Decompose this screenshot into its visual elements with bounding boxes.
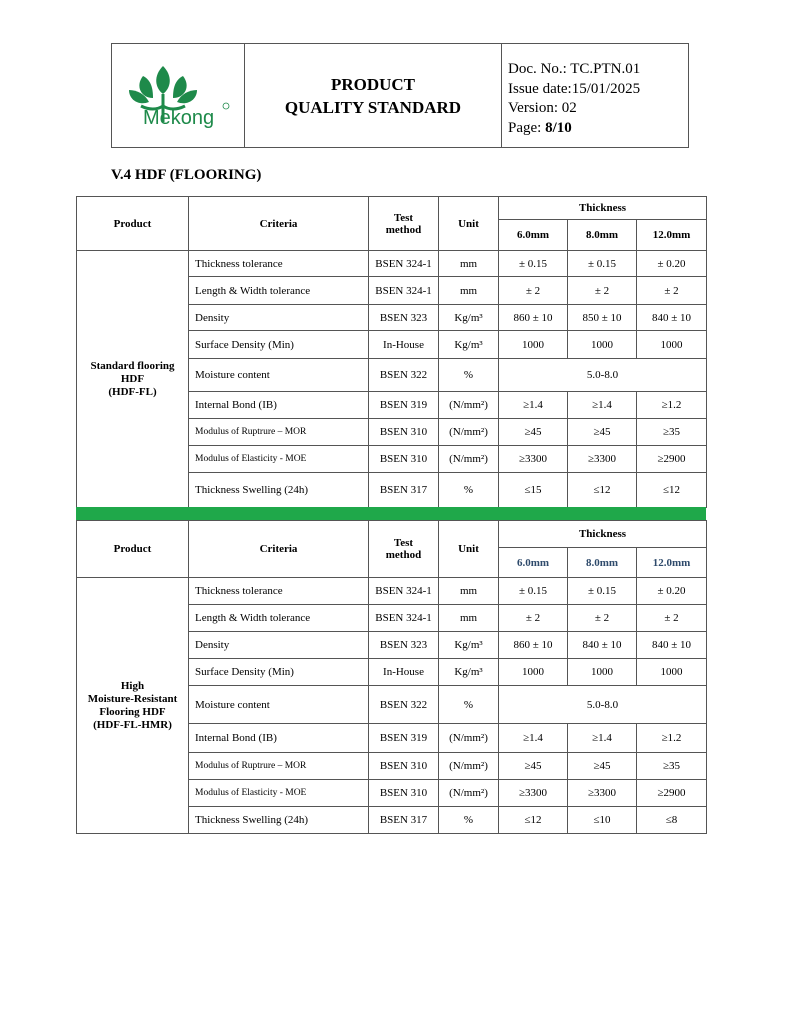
header-thickness-8mm: 8.0mm — [568, 220, 637, 251]
value-cell-12mm: 1000 — [637, 659, 707, 686]
criteria-cell: Thickness Swelling (24h) — [189, 473, 369, 508]
test-method-cell: BSEN 324-1 — [369, 277, 439, 305]
value-cell-12mm: 840 ± 10 — [637, 305, 707, 331]
value-cell-12mm: ± 2 — [637, 277, 707, 305]
value-cell-8mm: 1000 — [568, 331, 637, 359]
table-body-2 — [77, 578, 707, 834]
value-cell-12mm: ≥2900 — [637, 780, 707, 807]
spec-table-hmr — [76, 520, 707, 834]
value-cell-12mm: 840 ± 10 — [637, 632, 707, 659]
header-thickness-12mm: 12.0mm — [637, 548, 707, 578]
test-method-cell: BSEN 319 — [369, 724, 439, 753]
value-cell-8mm: ≥45 — [568, 419, 637, 446]
value-cell-12mm: ≥1.2 — [637, 724, 707, 753]
test-method-cell: BSEN 310 — [369, 780, 439, 807]
logo-cell — [112, 44, 245, 147]
value-cell-8mm: ≤12 — [568, 473, 637, 508]
unit-cell: mm — [439, 277, 499, 305]
value-cell-6mm: ≥3300 — [499, 446, 568, 473]
unit-cell: Kg/m³ — [439, 305, 499, 331]
product-name-line: Moisture-Resistant — [87, 692, 178, 705]
table-body-1 — [77, 251, 707, 508]
mekong-logo — [123, 62, 233, 130]
value-cell-8mm: ± 0.15 — [568, 251, 637, 277]
header-product: Product — [77, 521, 189, 578]
value-cell-12mm: ≥35 — [637, 753, 707, 780]
value-cell-8mm: 850 ± 10 — [568, 305, 637, 331]
criteria-cell: Internal Bond (IB) — [189, 392, 369, 419]
criteria-cell: Moisture content — [189, 359, 369, 392]
criteria-cell: Length & Width tolerance — [189, 277, 369, 305]
unit-cell: (N/mm²) — [439, 392, 499, 419]
header-test-method: Test method — [369, 521, 439, 578]
unit-cell: (N/mm²) — [439, 724, 499, 753]
page-number: Page: 8/10 — [508, 119, 572, 136]
value-cell-12mm: ≥2900 — [637, 446, 707, 473]
product-name-line: (HDF-FL) — [108, 385, 157, 398]
value-cell-12mm: ≥35 — [637, 419, 707, 446]
criteria-cell: Modulus of Elasticity - MOE — [189, 780, 369, 807]
unit-cell: Kg/m³ — [439, 331, 499, 359]
test-method-cell: In-House — [369, 659, 439, 686]
value-cell-8mm: ≤10 — [568, 807, 637, 834]
criteria-cell: Internal Bond (IB) — [189, 724, 369, 753]
logo-text: Mekong — [143, 106, 215, 129]
title-line-1: PRODUCT — [330, 74, 416, 94]
value-cell-12mm: ± 0.20 — [637, 578, 707, 605]
product-name — [77, 251, 189, 508]
value-cell-6mm: ≥45 — [499, 419, 568, 446]
value-cell-8mm: ≥3300 — [568, 446, 637, 473]
value-cell-6mm: ≥3300 — [499, 780, 568, 807]
criteria-cell: Modulus of Ruptrure – MOR — [189, 753, 369, 780]
table-row — [77, 251, 707, 277]
doc-info-cell — [502, 44, 688, 147]
test-method-cell: BSEN 324-1 — [369, 605, 439, 632]
value-cell-6mm: ≤15 — [499, 473, 568, 508]
test-method-cell: BSEN 317 — [369, 807, 439, 834]
test-method-cell: BSEN 310 — [369, 753, 439, 780]
product-name-line: Standard flooring — [90, 359, 175, 372]
unit-cell: % — [439, 686, 499, 724]
value-cell-6mm: ± 0.15 — [499, 251, 568, 277]
unit-cell: mm — [439, 605, 499, 632]
value-cell-6mm: ± 2 — [499, 605, 568, 632]
header-thickness-12mm: 12.0mm — [637, 220, 707, 251]
unit-cell: Kg/m³ — [439, 632, 499, 659]
header-thickness-6mm: 6.0mm — [499, 220, 568, 251]
unit-cell: % — [439, 473, 499, 508]
test-method-cell: In-House — [369, 331, 439, 359]
header-thickness: Thickness — [499, 521, 707, 548]
value-cell-6mm: ± 0.15 — [499, 578, 568, 605]
value-cell-6mm: ± 2 — [499, 277, 568, 305]
value-cell-6mm: ≥1.4 — [499, 392, 568, 419]
test-method-cell: BSEN 324-1 — [369, 578, 439, 605]
doc-number: Doc. No.: TC.PTN.01 — [508, 61, 641, 77]
value-cell-8mm: ≥45 — [568, 753, 637, 780]
test-method-cell: BSEN 322 — [369, 359, 439, 392]
test-method-cell: BSEN 319 — [369, 392, 439, 419]
test-method-cell: BSEN 310 — [369, 419, 439, 446]
criteria-cell: Thickness tolerance — [189, 578, 369, 605]
product-name-line: Flooring HDF — [99, 705, 166, 718]
criteria-cell: Modulus of Elasticity - MOE — [189, 446, 369, 473]
value-cell-12mm: ≤12 — [637, 473, 707, 508]
value-cell-6mm: ≥45 — [499, 753, 568, 780]
value-cell-8mm: ≥1.4 — [568, 392, 637, 419]
unit-cell: (N/mm²) — [439, 419, 499, 446]
value-cell-6mm: ≥1.4 — [499, 724, 568, 753]
table-row — [77, 578, 707, 605]
title-line-2: QUALITY STANDARD — [284, 97, 462, 117]
unit-cell: (N/mm²) — [439, 780, 499, 807]
value-cell-12mm: 1000 — [637, 331, 707, 359]
header-criteria: Criteria — [189, 521, 369, 578]
test-method-cell: BSEN 323 — [369, 305, 439, 331]
criteria-cell: Density — [189, 305, 369, 331]
unit-cell: % — [439, 807, 499, 834]
title-cell — [245, 44, 502, 147]
test-method-cell: BSEN 323 — [369, 632, 439, 659]
version: Version: 02 — [508, 100, 577, 116]
value-cell-8mm: ± 2 — [568, 605, 637, 632]
section-divider — [76, 507, 706, 520]
criteria-cell: Density — [189, 632, 369, 659]
unit-cell: mm — [439, 251, 499, 277]
value-cell-8mm: ≥3300 — [568, 780, 637, 807]
header-thickness: Thickness — [499, 197, 707, 220]
value-cell-12mm: ≥1.2 — [637, 392, 707, 419]
value-cell-merged: 5.0-8.0 — [499, 686, 707, 724]
unit-cell: Kg/m³ — [439, 659, 499, 686]
document-header — [111, 43, 689, 148]
value-cell-8mm: ± 0.15 — [568, 578, 637, 605]
criteria-cell: Moisture content — [189, 686, 369, 724]
criteria-cell: Thickness Swelling (24h) — [189, 807, 369, 834]
header-product: Product — [77, 197, 189, 251]
unit-cell: (N/mm²) — [439, 753, 499, 780]
product-name — [77, 578, 189, 834]
test-method-cell: BSEN 322 — [369, 686, 439, 724]
header-thickness-6mm: 6.0mm — [499, 548, 568, 578]
value-cell-8mm: ≥1.4 — [568, 724, 637, 753]
value-cell-8mm: ± 2 — [568, 277, 637, 305]
unit-cell: mm — [439, 578, 499, 605]
value-cell-8mm: 840 ± 10 — [568, 632, 637, 659]
value-cell-12mm: ≤8 — [637, 807, 707, 834]
value-cell-merged: 5.0-8.0 — [499, 359, 707, 392]
test-method-cell: BSEN 317 — [369, 473, 439, 508]
header-unit: Unit — [439, 521, 499, 578]
test-method-cell: BSEN 324-1 — [369, 251, 439, 277]
test-method-cell: BSEN 310 — [369, 446, 439, 473]
criteria-cell: Length & Width tolerance — [189, 605, 369, 632]
header-unit: Unit — [439, 197, 499, 251]
value-cell-12mm: ± 2 — [637, 605, 707, 632]
header-criteria: Criteria — [189, 197, 369, 251]
section-title: V.4 HDF (FLOORING) — [111, 167, 262, 183]
unit-cell: (N/mm²) — [439, 446, 499, 473]
header-test-method: Test method — [369, 197, 439, 251]
criteria-cell: Surface Density (Min) — [189, 331, 369, 359]
value-cell-8mm: 1000 — [568, 659, 637, 686]
product-name-line: (HDF-FL-HMR) — [93, 718, 172, 731]
criteria-cell: Thickness tolerance — [189, 251, 369, 277]
value-cell-6mm: 1000 — [499, 659, 568, 686]
criteria-cell: Surface Density (Min) — [189, 659, 369, 686]
issue-date: Issue date:15/01/2025 — [508, 80, 641, 97]
value-cell-12mm: ± 0.20 — [637, 251, 707, 277]
unit-cell: % — [439, 359, 499, 392]
value-cell-6mm: 1000 — [499, 331, 568, 359]
value-cell-6mm: 860 ± 10 — [499, 632, 568, 659]
value-cell-6mm: ≤12 — [499, 807, 568, 834]
header-thickness-8mm: 8.0mm — [568, 548, 637, 578]
criteria-cell: Modulus of Ruptrure – MOR — [189, 419, 369, 446]
value-cell-6mm: 860 ± 10 — [499, 305, 568, 331]
product-name-line: HDF — [120, 372, 145, 385]
product-name-line: High — [120, 679, 145, 692]
spec-table-standard — [76, 196, 707, 508]
